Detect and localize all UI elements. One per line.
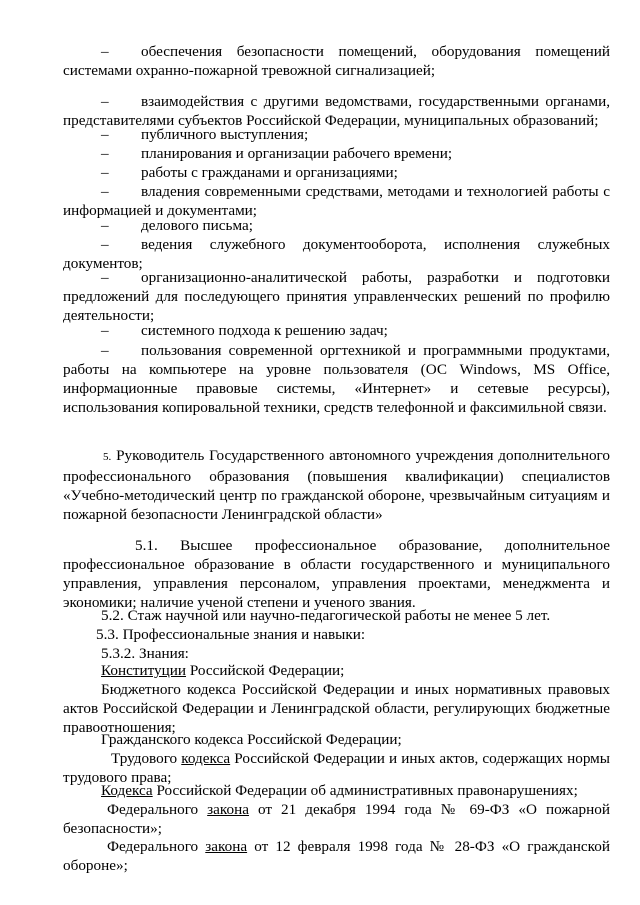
list-item: – публичного выступления; xyxy=(63,125,610,144)
knowledge-item: Бюджетного кодекса Российской Федерации и иных нормативных правовых актов Российской Федерации и Ленинградской области, регулирующих бюджетные правоотношения; xyxy=(63,681,610,736)
labor-code-link[interactable]: кодекса xyxy=(181,750,231,767)
list-item: – делового письма; xyxy=(63,216,610,235)
list-item: – обеспечения безопасности помещений, оборудования помещений системами охранно-пожарной тревожной сигнализацией; xyxy=(63,42,610,80)
list-item: – планирования и организации рабочего времени; xyxy=(63,144,610,163)
knowledge-item: Федерального закона от 21 декабря 1994 года № 69-ФЗ «О пожарной безопасности»; xyxy=(63,801,610,837)
list-item: – организационно-аналитической работы, разработки и подготовки предложений для последующего принятия управленческих решений по профилю деятельности; xyxy=(63,268,610,325)
knowledge-item: Гражданского кодекса Российской Федерации; xyxy=(101,731,402,748)
list-item: – ведения служебного документооборота, исполнения служебных документов; xyxy=(63,235,610,273)
list-item: – владения современными средствами, методами и технологией работы с информацией и документами; xyxy=(63,182,610,220)
fire-safety-law-link[interactable]: закона xyxy=(207,801,249,818)
admin-code-link[interactable]: Кодекса xyxy=(101,782,153,799)
list-item: – работы с гражданами и организациями; xyxy=(63,163,610,182)
list-item: – взаимодействия с другими ведомствами, государственными органами, представителями субъектов Российской Федерации, муниципальных образований; xyxy=(63,92,610,130)
knowledge-item: Федерального закона от 12 февраля 1998 года № 28-ФЗ «О гражданской обороне»; xyxy=(63,838,610,874)
section-number: 5. xyxy=(103,451,112,463)
paragraph-5-2: 5.2. Стаж научной или научно-педагогической работы не менее 5 лет. xyxy=(101,607,551,624)
civil-defense-law-link[interactable]: закона xyxy=(205,838,248,855)
knowledge-item: Конституции Российской Федерации; xyxy=(101,662,345,679)
section-title: Руководитель Государственного автономного учреждения дополнительного профессионального образования (повышения квалификации) специалистов «Учебно-методический центр по гражданской обороне, чрезвычайным ситуациям и пожарной безопасности Ленинградской области» xyxy=(63,447,610,523)
section-5-heading xyxy=(63,446,610,524)
knowledge-item: Кодекса Российской Федерации об административных правонарушениях; xyxy=(101,782,578,799)
knowledge-item: Трудового кодекса Российской Федерации и иных актов, содержащих нормы трудового права; xyxy=(63,750,610,786)
paragraph-5-1: 5.1. Высшее профессиональное образование, дополнительное профессиональное образование в области государственного и муниципального управления, управления персоналом, управления проектами, менеджмента и экономики; наличие ученой степени и ученого звания. xyxy=(63,537,610,611)
paragraph-5-3-2: 5.3.2. Знания: xyxy=(101,645,189,662)
list-item: – пользования современной оргтехникой и программными продуктами, работы на компьютере на уровне пользователя (ОС Windows, MS Office, информационные правовые системы, «Интернет» и сетевые ресурсы), использования копировальной техники, средств телефонной и факсимильной связи. xyxy=(63,341,610,417)
paragraph-5-3: 5.3. Профессиональные знания и навыки: xyxy=(96,626,366,643)
list-item: – системного подхода к решению задач; xyxy=(63,321,610,340)
constitution-link[interactable]: Конституции xyxy=(101,662,187,679)
